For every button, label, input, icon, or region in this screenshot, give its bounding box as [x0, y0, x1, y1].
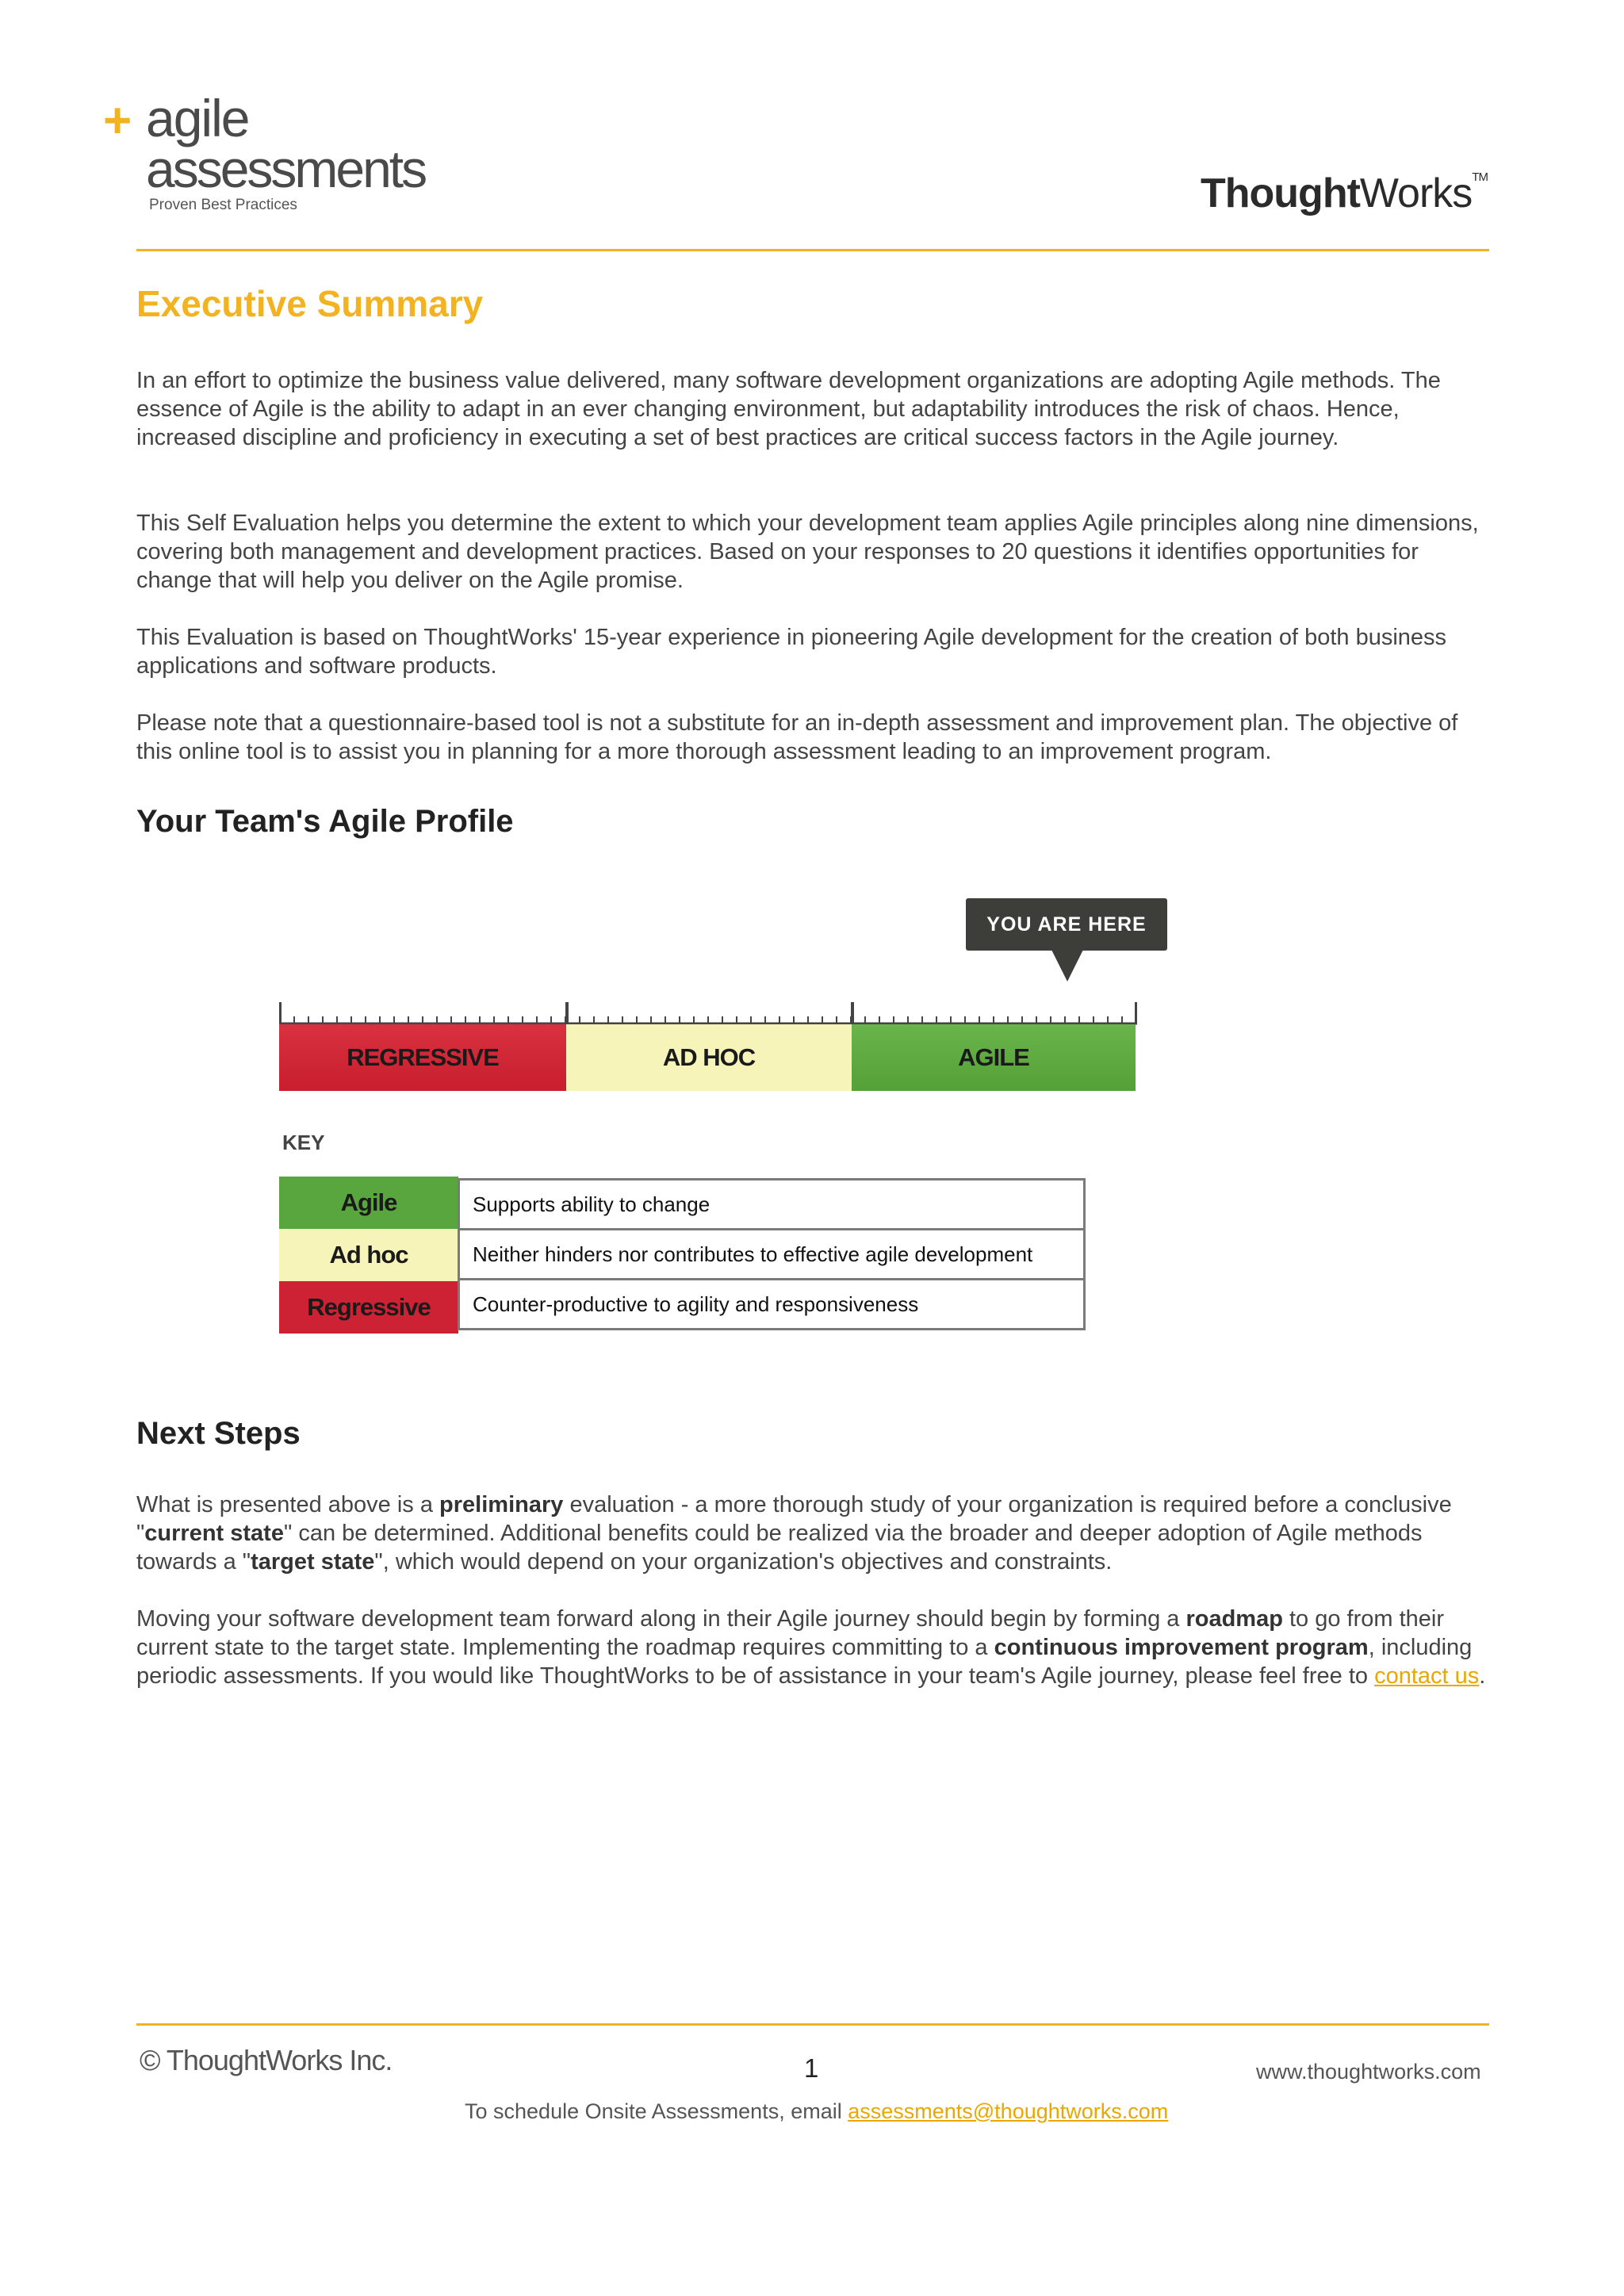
- key-row-regressive: [459, 1280, 1085, 1330]
- summary-paragraph-2: This Self Evaluation helps you determine the extent to which your development team applies Agile principles along nine dimensions, covering both management and development practices. Based on your responses to 20 questions it identifies opportunities for change that will help you deliver on the Agile promise.: [136, 511, 1479, 593]
- summary-paragraph-1: In an effort to optimize the business value delivered, many software development organizations are adopting Agile methods. The essence of Agile is the ability to adapt in an ever changing environment, but adaptability introduces the risk of chaos. Hence, increased discipline and proficiency in executing a set of best practices are critical success factors in the Agile journey.: [136, 368, 1441, 450]
- text-run: " can be determined. Additional benefits could be realized via the broader and deeper adoption of Agile methods towards a ": [136, 1521, 1423, 1575]
- logo-plus-icon: +: [103, 94, 132, 148]
- key-swatch-agile: Agile: [279, 1177, 458, 1229]
- next-steps-title: Next Steps: [136, 1416, 301, 1451]
- logo-tagline: Proven Best Practices: [149, 197, 297, 213]
- page-number: 1: [804, 2053, 819, 2083]
- key-desc-regressive: Counter-productive to agility and responsiveness: [459, 1280, 1085, 1330]
- footer-website[interactable]: www.thoughtworks.com: [1256, 2060, 1481, 2084]
- you-are-here-marker: YOU ARE HERE: [966, 898, 1167, 951]
- bold-continuous-improvement: continuous improvement program: [994, 1635, 1369, 1660]
- scale-segment-regressive: REGRESSIVE: [279, 1024, 566, 1091]
- key-title: KEY: [282, 1131, 325, 1154]
- text-run: ", which would depend on your organization's objectives and constraints.: [374, 1549, 1113, 1575]
- footer-divider: [136, 2023, 1489, 2026]
- trademark-mark: TM: [1472, 170, 1488, 184]
- key-row-agile: [459, 1180, 1085, 1230]
- scale-segment-adhoc: AD HOC: [566, 1024, 852, 1091]
- executive-summary-title: Executive Summary: [136, 283, 484, 324]
- schedule-text: To schedule Onsite Assessments, email: [465, 2099, 848, 2123]
- text-run: Moving your software development team forward along in their Agile journey should begin by forming a: [136, 1606, 1186, 1632]
- key-row-adhoc: [459, 1230, 1085, 1280]
- next-steps-paragraph-1: [136, 1490, 1494, 1576]
- scale-segment-agile: AGILE: [852, 1024, 1136, 1091]
- footer-copyright: © ThoughtWorks Inc.: [140, 2044, 393, 2076]
- scale-ruler: [279, 997, 1137, 1026]
- email-link[interactable]: assessments@thoughtworks.com: [848, 2099, 1169, 2123]
- summary-paragraph-3: This Evaluation is based on ThoughtWorks' 15-year experience in pioneering Agile development for the creation of both business applications and software products.: [136, 625, 1447, 679]
- bold-current-state: current state: [144, 1521, 284, 1546]
- summary-paragraph-4: Please note that a questionnaire-based tool is not a substitute for an in-depth assessment and improvement plan. The objective of this online tool is to assist you in planning for a more thorough assessment leading to an improvement program.: [136, 710, 1458, 764]
- text-run: to go from their current state to the target state. Implementing the roadmap requires committing to a: [136, 1606, 1445, 1660]
- bold-preliminary: preliminary: [439, 1492, 564, 1517]
- contact-us-link[interactable]: contact us: [1374, 1663, 1480, 1689]
- text-run: evaluation - a more thorough study of your organization is required before a conclusive ": [136, 1492, 1452, 1546]
- bold-target-state: target state: [251, 1549, 375, 1575]
- brand-bold: Thought: [1201, 170, 1360, 216]
- key-desc-adhoc: Neither hinders nor contributes to effective agile development: [459, 1230, 1085, 1280]
- logo-text-assessments: assessments: [146, 140, 426, 198]
- marker-pointer: [1051, 950, 1083, 982]
- bold-roadmap: roadmap: [1185, 1606, 1283, 1632]
- thoughtworks-logo: [1201, 170, 1488, 216]
- next-steps-paragraph-2: [136, 1605, 1494, 1690]
- key-swatch-adhoc: Ad hoc: [279, 1229, 458, 1281]
- key-table: [458, 1178, 1086, 1330]
- header-divider: [136, 249, 1489, 251]
- logo-text-agile: agile: [146, 89, 249, 147]
- key-swatch-regressive: Regressive: [279, 1281, 458, 1334]
- agile-profile-title: Your Team's Agile Profile: [136, 804, 514, 839]
- text-run: What is presented above is a: [136, 1492, 440, 1517]
- key-desc-agile: Supports ability to change: [459, 1180, 1085, 1230]
- text-run: , including periodic assessments. If you would like ThoughtWorks to be of assistance in your team's Agile journey, please feel free to: [136, 1635, 1473, 1689]
- brand-regular: Works: [1359, 170, 1473, 216]
- footer-schedule: [465, 2099, 1168, 2124]
- text-run: .: [1479, 1663, 1486, 1689]
